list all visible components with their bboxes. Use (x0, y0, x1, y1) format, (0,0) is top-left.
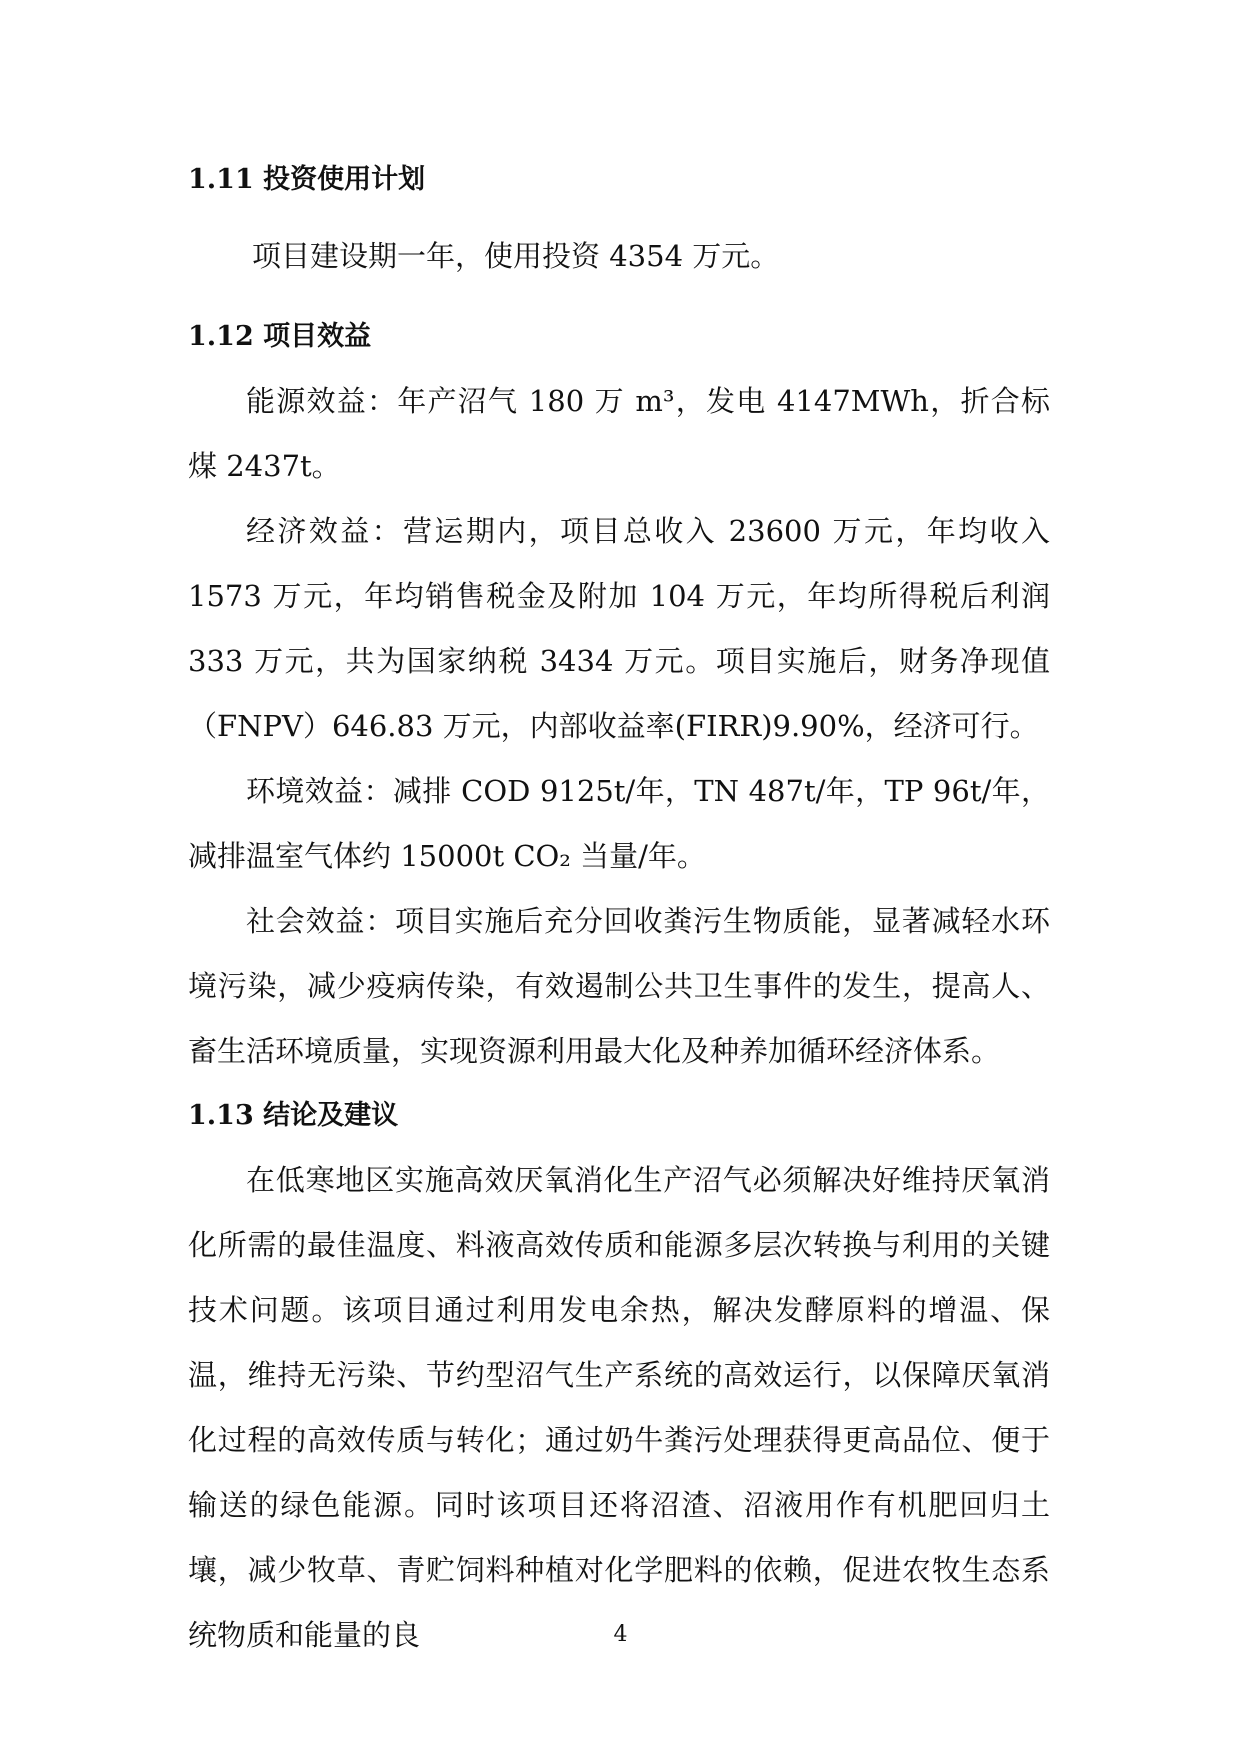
paragraph-investment-plan: 项目建设期一年，使用投资 4354 万元。 (252, 239, 780, 273)
section-heading-1-11: 1.11 投资使用计划 (188, 164, 426, 195)
paragraph-conclusion: 在低寒地区实施高效厌氧消化生产沼气必须解决好维持厌氧消化所需的最佳温度、料液高效传质和能源多层次转换与利用的关键技术问题。该项目通过利用发电余热，解决发酵原料的增温、保温，维持无污染、节约型沼气生产系统的高效运行，以保障厌氧消化过程的高效传质与转化；通过奶牛粪污处理获得更高品位、便于输送的绿色能源。同时该项目还将沼渣、沼液用作有机肥回归土壤，减少牧草、青贮饲料种植对化学肥料的依赖，促进农牧生态系统物质和能量的良 (188, 1163, 1050, 1652)
paragraph-economic-benefit: 经济效益：营运期内，项目总收入 23600 万元，年均收入 1573 万元，年均销售税金及附加 104 万元，年均所得税后利润 333 万元，共为国家纳税 3434 万元。项目实施后，财务净现值（FNPV）646.83 万元，内部收益率(FIRR)9.90%，经济可行。 (188, 514, 1050, 743)
paragraph-environmental-benefit: 环境效益：减排 COD 9125t/年，TN 487t/年，TP 96t/年，减排温室气体约 15000t CO₂ 当量/年。 (188, 774, 1050, 873)
section-heading-1-13: 1.13 结论及建议 (188, 1100, 399, 1131)
paragraph-social-benefit: 社会效益：项目实施后充分回收粪污生物质能，显著减轻水环境污染，减少疫病传染，有效遏制公共卫生事件的发生，提高人、畜生活环境质量，实现资源利用最大化及种养加循环经济体系。 (188, 904, 1050, 1068)
section-heading-1-12: 1.12 项目效益 (188, 321, 372, 352)
page-number: 4 (613, 1622, 628, 1647)
page-content (188, 160, 1050, 1668)
paragraph-energy-benefit: 能源效益：年产沼气 180 万 m³，发电 4147MWh，折合标煤 2437t。 (188, 384, 1050, 483)
